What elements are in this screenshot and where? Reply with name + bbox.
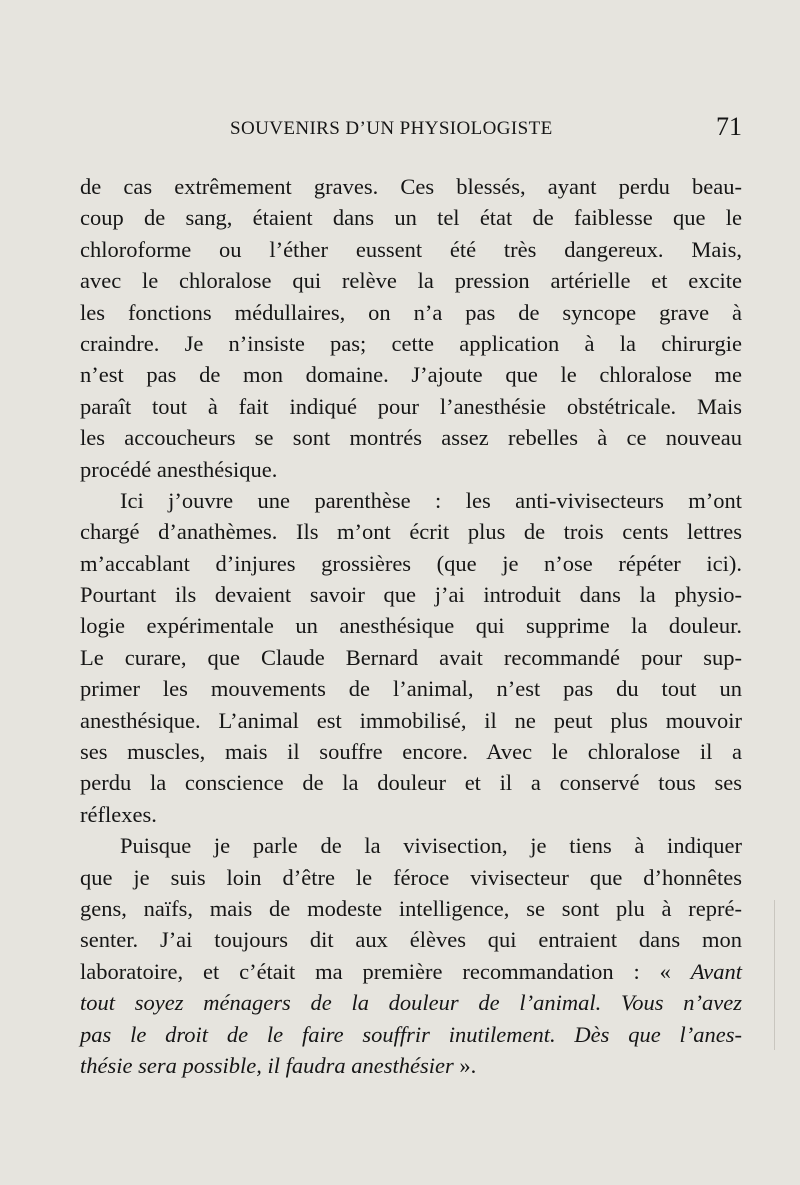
- text-line: n’est pas de mon domaine. J’ajoute que le chloralose me: [80, 362, 742, 388]
- text-line: paraît tout à fait indiqué pour l’anesthésie obstétricale. Mais: [80, 393, 742, 419]
- text-line: [80, 956, 742, 987]
- text-line: ses muscles, mais il souffre encore. Avec le chloralose il a: [80, 739, 742, 765]
- closing-guillemet: ».: [459, 1052, 477, 1078]
- text-line: les accoucheurs se sont montrés assez rebelles à ce nouveau: [80, 425, 742, 451]
- text-line: que je suis loin d’être le féroce vivisecteur que d’honnêtes: [80, 864, 742, 890]
- running-title: SOUVENIRS D’UN PHYSIOLOGISTE: [230, 118, 553, 139]
- text-line: m’accablant d’injures grossières (que je n’ose répéter ici).: [80, 550, 742, 576]
- text-line: coup de sang, étaient dans un tel état de faiblesse que le: [80, 205, 742, 231]
- paragraph-2: [80, 485, 742, 830]
- text-line: chargé d’anathèmes. Ils m’ont écrit plus de trois cents lettres: [80, 519, 742, 545]
- text-line: [80, 987, 742, 1018]
- text-line: Puisque je parle de la vivisection, je tiens à indiquer: [120, 833, 742, 859]
- text-line-roman: laboratoire, et c’était ma première recommandation : «: [80, 958, 671, 984]
- text-line: chloroforme ou l’éther eussent été très dangereux. Mais,: [80, 236, 742, 262]
- text-line: anesthésique. L’animal est immobilisé, il ne peut plus mouvoir: [80, 707, 742, 733]
- text-line: primer les mouvements de l’animal, n’est pas du tout un: [80, 676, 742, 702]
- text-line: Le curare, que Claude Bernard avait recommandé pour sup-: [80, 644, 742, 670]
- text-line: les fonctions médullaires, on n’a pas de syncope grave à: [80, 299, 742, 325]
- text-line: réflexes.: [80, 801, 157, 827]
- text-line: logie expérimentale un anesthésique qui supprime la douleur.: [80, 613, 742, 639]
- text-line: de cas extrêmement graves. Ces blessés, ayant perdu beau-: [80, 174, 742, 199]
- text-line: perdu la conscience de la douleur et il a conservé tous ses: [80, 770, 742, 796]
- body-text: [80, 171, 742, 1081]
- italic-quote-start: Avant: [690, 958, 742, 984]
- page-number: 71: [716, 112, 742, 141]
- text-line: avec le chloralose qui relève la pression artérielle et excite: [80, 268, 742, 294]
- italic-quote-line: thésie sera possible, il faudra anesthésier: [80, 1052, 454, 1078]
- paragraph-1: [80, 171, 742, 485]
- page-header: [80, 112, 742, 152]
- text-line: Pourtant ils devaient savoir que j’ai introduit dans la physio-: [80, 582, 742, 608]
- text-line: [80, 1050, 742, 1081]
- text-line: gens, naïfs, mais de modeste intelligence, se sont plu à repré-: [80, 895, 742, 921]
- paragraph-3: [80, 830, 742, 1081]
- text-line: procédé anesthésique.: [80, 456, 278, 482]
- text-line: Ici j’ouvre une parenthèse : les anti-vivisecteurs m’ont: [120, 487, 742, 513]
- text-line: craindre. Je n’insiste pas; cette application à la chirurgie: [80, 330, 742, 356]
- page-edge-mark: [774, 900, 775, 1050]
- text-line: [80, 1019, 742, 1050]
- text-line: senter. J’ai toujours dit aux élèves qui entraient dans mon: [80, 927, 742, 953]
- italic-quote-line: tout soyez ménagers de la douleur de l’animal. Vous n’avez: [80, 990, 742, 1016]
- italic-quote-line: pas le droit de le faire souffrir inutilement. Dès que l’anes-: [80, 1021, 742, 1047]
